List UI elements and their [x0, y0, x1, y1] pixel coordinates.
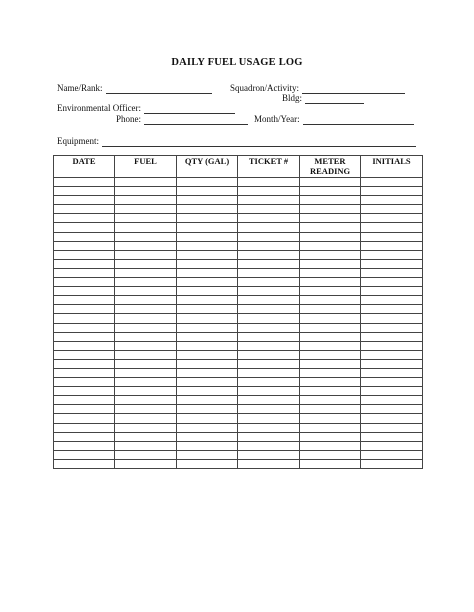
table-cell[interactable] [238, 205, 300, 214]
table-cell[interactable] [361, 205, 423, 214]
table-row [54, 305, 423, 314]
table-cell[interactable] [361, 196, 423, 205]
table-cell[interactable] [300, 350, 361, 359]
column-header-fuel: FUEL [115, 156, 177, 178]
table-cell[interactable] [361, 423, 423, 432]
table-cell[interactable] [300, 423, 361, 432]
table-cell[interactable] [115, 205, 177, 214]
table-row [54, 387, 423, 396]
table-cell[interactable] [361, 268, 423, 277]
table-cell[interactable] [54, 450, 115, 459]
table-cell[interactable] [54, 205, 115, 214]
table-cell[interactable] [115, 232, 177, 241]
table-cell[interactable] [300, 414, 361, 423]
table-cell[interactable] [177, 378, 238, 387]
table-cell[interactable] [300, 341, 361, 350]
table-cell[interactable] [54, 387, 115, 396]
table-cell[interactable] [300, 205, 361, 214]
table-cell[interactable] [115, 423, 177, 432]
table-cell[interactable] [300, 232, 361, 241]
table-cell[interactable] [54, 332, 115, 341]
table-cell[interactable] [177, 368, 238, 377]
table-cell[interactable] [115, 396, 177, 405]
table-cell[interactable] [300, 296, 361, 305]
bldg-label: Bldg: [282, 93, 303, 103]
environmental-officer-label: Environmental Officer: [57, 103, 142, 113]
table-row [54, 405, 423, 414]
table-cell[interactable] [238, 223, 300, 232]
table-cell[interactable] [177, 414, 238, 423]
table-cell[interactable] [115, 441, 177, 450]
table-cell[interactable] [238, 414, 300, 423]
table-cell[interactable] [300, 178, 361, 187]
table-cell[interactable] [238, 232, 300, 241]
environmental-officer-input-line[interactable] [144, 105, 235, 114]
table-cell[interactable] [238, 332, 300, 341]
table-cell[interactable] [54, 359, 115, 368]
table-cell[interactable] [177, 314, 238, 323]
column-header-qty: QTY (GAL) [177, 156, 238, 178]
meter-reading-label: METER READING [310, 156, 351, 176]
table-cell[interactable] [300, 459, 361, 468]
table-cell[interactable] [54, 196, 115, 205]
table-cell[interactable] [115, 187, 177, 196]
table-cell[interactable] [361, 259, 423, 268]
table-cell[interactable] [177, 332, 238, 341]
table-cell[interactable] [54, 368, 115, 377]
table-cell[interactable] [177, 323, 238, 332]
table-row [54, 259, 423, 268]
table-cell[interactable] [54, 232, 115, 241]
phone-input-line[interactable] [144, 116, 248, 125]
table-cell[interactable] [361, 368, 423, 377]
table-cell[interactable] [300, 405, 361, 414]
table-cell[interactable] [300, 305, 361, 314]
bldg-input-line[interactable] [305, 95, 364, 104]
table-cell[interactable] [300, 396, 361, 405]
table-cell[interactable] [115, 450, 177, 459]
table-cell[interactable] [115, 341, 177, 350]
table-cell[interactable] [54, 405, 115, 414]
table-cell[interactable] [238, 287, 300, 296]
table-header-row [54, 156, 423, 178]
table-cell[interactable] [54, 278, 115, 287]
table-cell[interactable] [54, 441, 115, 450]
table-cell[interactable] [54, 214, 115, 223]
table-cell[interactable] [361, 396, 423, 405]
table-row [54, 205, 423, 214]
phone-field [116, 114, 248, 125]
table-cell[interactable] [238, 323, 300, 332]
table-cell[interactable] [54, 250, 115, 259]
table-row [54, 350, 423, 359]
table-cell[interactable] [54, 287, 115, 296]
table-cell[interactable] [54, 350, 115, 359]
table-cell[interactable] [177, 223, 238, 232]
equipment-input-line[interactable] [102, 138, 416, 147]
table-cell[interactable] [238, 378, 300, 387]
table-cell[interactable] [115, 223, 177, 232]
table-cell[interactable] [300, 332, 361, 341]
table-cell[interactable] [54, 296, 115, 305]
table-row [54, 223, 423, 232]
table-cell[interactable] [238, 432, 300, 441]
table-cell[interactable] [238, 396, 300, 405]
table-row [54, 241, 423, 250]
table-cell[interactable] [300, 214, 361, 223]
table-cell[interactable] [115, 359, 177, 368]
table-cell[interactable] [361, 359, 423, 368]
table-cell[interactable] [238, 241, 300, 250]
table-row [54, 423, 423, 432]
form-title: DAILY FUEL USAGE LOG [171, 57, 303, 68]
table-cell[interactable] [115, 305, 177, 314]
table-cell[interactable] [300, 268, 361, 277]
table-cell[interactable] [115, 259, 177, 268]
table-cell[interactable] [361, 278, 423, 287]
table-cell[interactable] [54, 378, 115, 387]
table-cell[interactable] [177, 259, 238, 268]
table-cell[interactable] [115, 432, 177, 441]
table-cell[interactable] [238, 459, 300, 468]
table-cell[interactable] [115, 268, 177, 277]
table-cell[interactable] [300, 359, 361, 368]
table-cell[interactable] [361, 450, 423, 459]
table-cell[interactable] [300, 196, 361, 205]
name-rank-field [57, 83, 212, 94]
column-header-initials: INITIALS [361, 156, 423, 178]
column-header-meter-reading [300, 156, 361, 178]
table-cell[interactable] [54, 223, 115, 232]
table-cell[interactable] [54, 314, 115, 323]
table-cell[interactable] [361, 296, 423, 305]
table-cell[interactable] [177, 387, 238, 396]
table-cell[interactable] [300, 223, 361, 232]
table-row [54, 187, 423, 196]
table-row [54, 378, 423, 387]
table-cell[interactable] [54, 423, 115, 432]
month-year-label: Month/Year: [254, 114, 300, 124]
squadron-activity-label: Squadron/Activity: [230, 83, 299, 93]
table-cell[interactable] [238, 268, 300, 277]
column-header-date: DATE [54, 156, 115, 178]
table-row [54, 368, 423, 377]
table-cell[interactable] [115, 196, 177, 205]
table-cell[interactable] [54, 259, 115, 268]
table-row [54, 250, 423, 259]
table-cell[interactable] [115, 332, 177, 341]
table-cell[interactable] [54, 396, 115, 405]
table-cell[interactable] [177, 350, 238, 359]
table-cell[interactable] [238, 405, 300, 414]
table-cell[interactable] [300, 287, 361, 296]
table-cell[interactable] [115, 323, 177, 332]
table-cell[interactable] [115, 378, 177, 387]
table-cell[interactable] [177, 450, 238, 459]
table-row [54, 432, 423, 441]
table-row [54, 341, 423, 350]
table-cell[interactable] [177, 405, 238, 414]
table-cell[interactable] [115, 459, 177, 468]
table-cell[interactable] [361, 441, 423, 450]
table-cell[interactable] [361, 250, 423, 259]
table-cell[interactable] [300, 323, 361, 332]
table-cell[interactable] [177, 459, 238, 468]
table-row [54, 296, 423, 305]
table-cell[interactable] [115, 314, 177, 323]
table-cell[interactable] [300, 259, 361, 268]
table-cell[interactable] [54, 187, 115, 196]
table-cell[interactable] [115, 287, 177, 296]
equipment-label: Equipment: [57, 136, 99, 146]
table-cell[interactable] [300, 378, 361, 387]
table-cell[interactable] [361, 241, 423, 250]
table-row [54, 268, 423, 277]
name-rank-label: Name/Rank: [57, 83, 103, 93]
table-row [54, 314, 423, 323]
equipment-field [57, 136, 416, 147]
table-row [54, 459, 423, 468]
table-cell[interactable] [238, 387, 300, 396]
table-row [54, 323, 423, 332]
bldg-field [282, 93, 364, 104]
table-cell[interactable] [177, 296, 238, 305]
table-cell[interactable] [177, 241, 238, 250]
table-cell[interactable] [361, 187, 423, 196]
table-cell[interactable] [54, 432, 115, 441]
table-cell[interactable] [115, 405, 177, 414]
table-cell[interactable] [177, 341, 238, 350]
table-cell[interactable] [361, 459, 423, 468]
name-rank-input-line[interactable] [106, 85, 212, 94]
table-cell[interactable] [54, 323, 115, 332]
table-cell[interactable] [361, 341, 423, 350]
table-cell[interactable] [54, 305, 115, 314]
column-header-ticket: TICKET # [238, 156, 300, 178]
table-cell[interactable] [300, 441, 361, 450]
table-cell[interactable] [361, 178, 423, 187]
table-cell[interactable] [238, 368, 300, 377]
table-cell[interactable] [361, 405, 423, 414]
table-cell[interactable] [238, 178, 300, 187]
table-cell[interactable] [238, 314, 300, 323]
table-cell[interactable] [177, 205, 238, 214]
table-cell[interactable] [238, 423, 300, 432]
table-cell[interactable] [238, 196, 300, 205]
table-cell[interactable] [54, 341, 115, 350]
table-cell[interactable] [361, 323, 423, 332]
table-cell[interactable] [177, 250, 238, 259]
table-cell[interactable] [238, 441, 300, 450]
table-cell[interactable] [177, 441, 238, 450]
table-cell[interactable] [238, 305, 300, 314]
table-cell[interactable] [177, 278, 238, 287]
table-cell[interactable] [238, 341, 300, 350]
table-cell[interactable] [238, 450, 300, 459]
table-cell[interactable] [177, 232, 238, 241]
table-row [54, 178, 423, 187]
table-cell[interactable] [300, 387, 361, 396]
table-cell[interactable] [361, 314, 423, 323]
table-cell[interactable] [177, 396, 238, 405]
table-cell[interactable] [54, 241, 115, 250]
table-cell[interactable] [300, 432, 361, 441]
table-cell[interactable] [115, 368, 177, 377]
table-cell[interactable] [238, 359, 300, 368]
table-cell[interactable] [177, 187, 238, 196]
phone-label: Phone: [116, 114, 142, 124]
table-cell[interactable] [238, 214, 300, 223]
table-cell[interactable] [115, 241, 177, 250]
table-cell[interactable] [115, 387, 177, 396]
table-body [54, 178, 423, 469]
table-cell[interactable] [300, 187, 361, 196]
table-cell[interactable] [115, 296, 177, 305]
table-row [54, 396, 423, 405]
table-cell[interactable] [177, 214, 238, 223]
table-cell[interactable] [361, 223, 423, 232]
table-cell[interactable] [54, 414, 115, 423]
table-row [54, 441, 423, 450]
table-cell[interactable] [361, 432, 423, 441]
table-cell[interactable] [177, 196, 238, 205]
table-cell[interactable] [361, 214, 423, 223]
table-cell[interactable] [115, 178, 177, 187]
table-cell[interactable] [361, 305, 423, 314]
table-row [54, 332, 423, 341]
table-cell[interactable] [238, 259, 300, 268]
table-cell[interactable] [361, 232, 423, 241]
table-cell[interactable] [300, 250, 361, 259]
table-cell[interactable] [361, 387, 423, 396]
table-row [54, 196, 423, 205]
table-cell[interactable] [300, 450, 361, 459]
table-cell[interactable] [238, 250, 300, 259]
table-cell[interactable] [361, 378, 423, 387]
table-cell[interactable] [54, 459, 115, 468]
table-cell[interactable] [361, 332, 423, 341]
table-cell[interactable] [177, 287, 238, 296]
table-cell[interactable] [300, 368, 361, 377]
table-row [54, 278, 423, 287]
table-cell[interactable] [177, 359, 238, 368]
table-cell[interactable] [238, 296, 300, 305]
table-cell[interactable] [177, 178, 238, 187]
table-row [54, 214, 423, 223]
table-row [54, 359, 423, 368]
table-row [54, 232, 423, 241]
table-cell[interactable] [238, 278, 300, 287]
month-year-field [254, 114, 414, 125]
table-cell[interactable] [177, 268, 238, 277]
environmental-officer-field [57, 103, 235, 114]
table-cell[interactable] [300, 241, 361, 250]
table-cell[interactable] [115, 414, 177, 423]
table-cell[interactable] [115, 350, 177, 359]
table-cell[interactable] [300, 278, 361, 287]
table-cell[interactable] [115, 250, 177, 259]
month-year-input-line[interactable] [303, 116, 414, 125]
table-row [54, 450, 423, 459]
table-row [54, 414, 423, 423]
table-cell[interactable] [361, 414, 423, 423]
table-cell[interactable] [54, 268, 115, 277]
table-cell[interactable] [177, 305, 238, 314]
table-cell[interactable] [54, 178, 115, 187]
table-cell[interactable] [115, 214, 177, 223]
table-cell[interactable] [238, 350, 300, 359]
table-cell[interactable] [300, 314, 361, 323]
table-cell[interactable] [177, 432, 238, 441]
table-cell[interactable] [361, 350, 423, 359]
fuel-log-table [53, 155, 423, 469]
table-cell[interactable] [115, 278, 177, 287]
table-cell[interactable] [177, 423, 238, 432]
table-cell[interactable] [361, 287, 423, 296]
table-row [54, 287, 423, 296]
table-cell[interactable] [238, 187, 300, 196]
